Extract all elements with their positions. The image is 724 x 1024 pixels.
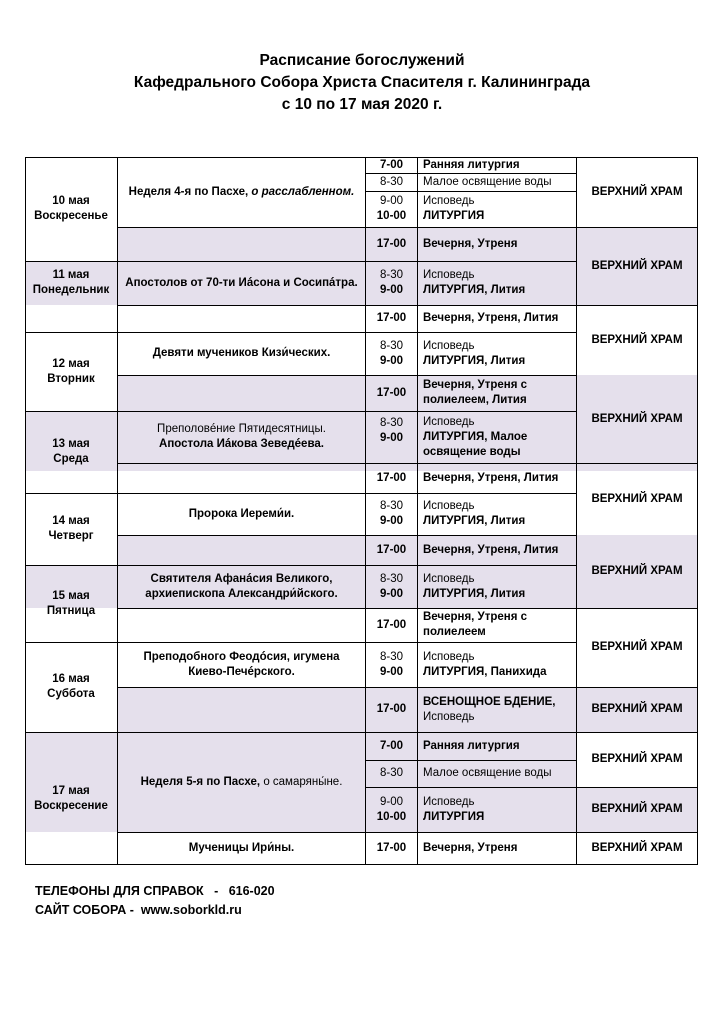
service-text: ВСЕНОЩНОЕ БДЕНИЕ, <box>423 695 556 708</box>
title-line-2: Кафедрального Собора Христа Спасителя г. Калининграда <box>133 74 591 91</box>
time-text: 9-00 <box>379 795 404 808</box>
time-text: 17-00 <box>376 543 407 556</box>
service-text: Исповедь <box>423 572 475 585</box>
day-cell <box>25 157 117 261</box>
time-cell <box>366 760 417 787</box>
time-cell <box>366 732 417 760</box>
feast-cell <box>118 493 365 535</box>
phone-line: ТЕЛЕФОНЫ ДЛЯ СПРАВОК - 616-020 <box>35 884 275 898</box>
service-text: Вечерня, Утреня <box>423 841 518 854</box>
time-text: 9-00 <box>379 515 404 527</box>
day-date: 12 мая <box>52 357 90 370</box>
site-line[interactable]: САЙТ СОБОРА - www.soborkld.ru <box>35 903 242 917</box>
place-text: ВЕРХНИЙ ХРАМ <box>591 185 683 198</box>
time-cell <box>366 535 417 565</box>
place-cell <box>577 463 697 535</box>
service-text: полиелеем, Лития <box>423 394 527 406</box>
service-text: Малое освящение воды <box>423 175 552 188</box>
place-cell <box>577 535 697 608</box>
service-cell <box>418 760 576 787</box>
time-text: 9-00 <box>379 587 404 600</box>
place-text: ВЕРХНИЙ ХРАМ <box>591 753 683 765</box>
service-text: Вечерня, Утреня, Лития <box>423 543 559 556</box>
day-cell <box>25 411 117 493</box>
service-text: Исповедь <box>423 795 475 808</box>
feast-text: Преподобного Феодóсия, игумена <box>143 650 340 663</box>
service-text: ЛИТУРГИЯ <box>423 210 485 222</box>
service-text: Исповедь <box>423 339 475 352</box>
place-cell <box>577 732 697 787</box>
day-weekday: Суббота <box>47 688 95 700</box>
place-text: ВЕРХНИЙ ХРАМ <box>591 703 683 715</box>
place-cell <box>577 305 697 375</box>
service-text: ЛИТУРГИЯ, Малое <box>423 430 528 443</box>
day-cell <box>25 642 117 732</box>
time-cell <box>366 832 417 864</box>
time-text: 8-30 <box>379 269 404 281</box>
time-cell <box>366 191 417 227</box>
place-text: ВЕРХНИЙ ХРАМ <box>591 641 683 653</box>
service-text: Вечерня, Утреня <box>423 237 518 250</box>
contacts-footer <box>35 882 275 920</box>
time-cell <box>366 332 417 375</box>
schedule-table <box>25 157 698 865</box>
feast-text-italic: о расслабленном. <box>251 185 355 198</box>
feast-text: о самаряны́не. <box>263 775 343 788</box>
title-line-3: с 10 по 17 мая 2020 г. <box>281 96 443 113</box>
schedule-title <box>0 50 724 116</box>
time-cell <box>366 411 417 451</box>
service-text: Вечерня, Утреня, Лития <box>423 471 559 484</box>
service-cell <box>418 305 576 332</box>
feast-text: Девяти мучеников Кизи́ческих. <box>152 347 331 359</box>
service-cell <box>418 227 576 261</box>
service-text: Исповедь <box>423 650 475 663</box>
time-text: 8-30 <box>379 572 404 585</box>
service-text: освящение воды <box>423 445 521 458</box>
service-text: ЛИТУРГИЯ <box>423 810 485 823</box>
shade <box>117 687 365 732</box>
time-text: 9-00 <box>379 432 404 444</box>
time-text: 7-00 <box>379 739 404 752</box>
time-text: 8-30 <box>379 500 404 512</box>
service-cell <box>418 565 576 608</box>
time-text: 17-00 <box>376 703 407 715</box>
time-text: 17-00 <box>376 312 407 324</box>
time-text: 9-00 <box>379 354 404 367</box>
feast-cell <box>118 411 365 463</box>
service-cell <box>418 375 576 411</box>
service-text: Вечерня, Утреня с <box>423 611 528 623</box>
feast-text: Киево-Печéрского. <box>188 665 295 678</box>
service-text: Исповедь <box>423 710 475 723</box>
shade <box>117 227 365 261</box>
time-cell <box>366 642 417 687</box>
place-cell <box>577 375 697 463</box>
feast-cell <box>118 832 365 864</box>
day-date: 14 мая <box>52 515 90 527</box>
service-text: Ранняя литургия <box>423 158 520 171</box>
place-text: ВЕРХНИЙ ХРАМ <box>591 565 683 577</box>
service-cell <box>418 787 576 832</box>
day-weekday: Четверг <box>48 530 94 542</box>
time-text: 8-30 <box>379 339 404 352</box>
time-cell <box>366 227 417 261</box>
day-cell <box>25 565 117 642</box>
service-text: Исповедь <box>423 195 475 207</box>
feast-text: Неделя 4-я по Пасхе, <box>128 185 252 198</box>
service-cell <box>418 191 576 227</box>
place-text: ВЕРХНИЙ ХРАМ <box>591 492 683 505</box>
day-cell <box>25 493 117 565</box>
service-text: полиелеем <box>423 626 486 638</box>
place-cell <box>577 227 697 305</box>
time-text: 9-00 <box>379 195 404 207</box>
day-date: 13 мая <box>52 438 90 450</box>
day-weekday: Воскресенье <box>34 210 108 222</box>
day-date: 17 мая <box>52 784 90 797</box>
service-cell <box>418 732 576 760</box>
day-cell <box>25 332 117 411</box>
service-text: ЛИТУРГИЯ, Лития <box>423 354 526 367</box>
service-text: Вечерня, Утреня, Лития <box>423 312 559 324</box>
time-text: 17-00 <box>376 237 407 250</box>
place-cell <box>577 787 697 832</box>
day-date: 11 мая <box>52 269 90 281</box>
time-text: 8-30 <box>379 767 404 779</box>
time-cell <box>366 375 417 411</box>
place-text: ВЕРХНИЙ ХРАМ <box>591 841 683 854</box>
feast-cell <box>118 642 365 687</box>
place-text: ВЕРХНИЙ ХРАМ <box>591 803 683 815</box>
place-cell <box>577 687 697 732</box>
time-cell <box>366 565 417 608</box>
time-text: 9-00 <box>379 665 404 678</box>
feast-cell <box>118 732 365 832</box>
feast-text: Святителя Афанáсия Великого, <box>150 572 333 585</box>
time-text: 8-30 <box>379 175 404 188</box>
day-weekday: Вторник <box>47 372 95 385</box>
time-text: 17-00 <box>376 386 407 399</box>
service-text: Исповедь <box>423 415 475 428</box>
service-cell <box>418 493 576 535</box>
time-cell <box>366 687 417 732</box>
time-text: 8-30 <box>379 650 404 663</box>
service-cell <box>418 642 576 687</box>
service-cell <box>418 411 576 463</box>
time-text: 9-00 <box>379 284 404 296</box>
service-cell <box>418 157 576 173</box>
feast-text: Апостола Иáкова Зеведéева. <box>159 438 324 450</box>
place-text: ВЕРХНИЙ ХРАМ <box>591 412 683 425</box>
feast-cell <box>118 157 365 227</box>
time-text: 17-00 <box>376 618 407 631</box>
service-text: ЛИТУРГИЯ, Лития <box>423 284 526 296</box>
service-cell <box>418 261 576 305</box>
service-cell <box>418 173 576 191</box>
service-text: Ранняя литургия <box>423 739 520 752</box>
time-cell <box>366 305 417 332</box>
day-cell <box>25 261 117 305</box>
feast-text: архиепископа Александри́йского. <box>145 587 338 600</box>
feast-cell <box>118 332 365 375</box>
service-text: ЛИТУРГИЯ, Лития <box>423 587 526 600</box>
service-text: ЛИТУРГИЯ, Лития <box>423 515 526 527</box>
day-weekday: Воскресение <box>34 799 108 812</box>
service-text: Вечерня, Утреня с <box>423 379 528 391</box>
time-text: 10-00 <box>376 210 407 222</box>
service-cell <box>418 332 576 375</box>
time-cell <box>366 173 417 191</box>
time-cell <box>366 787 417 832</box>
title-line-1: Расписание богослужений <box>259 52 465 69</box>
day-weekday: Понедельник <box>32 284 110 296</box>
place-cell <box>577 608 697 687</box>
time-text: 17-00 <box>376 471 407 484</box>
service-text: Исповедь <box>423 269 475 281</box>
time-cell <box>366 157 417 173</box>
day-date: 16 мая <box>52 673 90 685</box>
service-text: ЛИТУРГИЯ, Панихида <box>423 665 547 678</box>
time-cell <box>366 608 417 642</box>
time-text: 8-30 <box>379 417 404 429</box>
service-text: Исповедь <box>423 500 475 512</box>
feast-text: Неделя 5-я по Пасхе, <box>140 775 264 788</box>
service-cell <box>418 687 576 732</box>
time-cell <box>366 261 417 305</box>
feast-cell <box>118 261 365 305</box>
time-text: 7-00 <box>379 158 404 171</box>
time-text: 17-00 <box>376 841 407 854</box>
service-cell <box>418 463 576 493</box>
service-cell <box>418 535 576 565</box>
time-cell <box>366 463 417 493</box>
service-cell <box>418 832 576 864</box>
place-cell <box>577 832 697 864</box>
day-date: 10 мая <box>52 195 90 207</box>
service-text: Малое освящение воды <box>423 767 552 779</box>
day-weekday: Среда <box>53 453 89 465</box>
day-date: 15 мая <box>52 589 90 602</box>
place-text: ВЕРХНИЙ ХРАМ <box>591 333 683 346</box>
feast-text: Апостолов от 70-ти Иáсона и Сосипáтра. <box>125 276 358 289</box>
service-cell <box>418 608 576 642</box>
day-cell <box>25 732 117 865</box>
feast-text: Преполовéние Пятидесятницы. <box>157 423 326 435</box>
feast-cell <box>118 565 365 608</box>
time-text: 10-00 <box>376 810 407 823</box>
place-text: ВЕРХНИЙ ХРАМ <box>591 259 683 272</box>
day-weekday: Пятница <box>46 604 96 617</box>
time-cell <box>366 493 417 535</box>
feast-text: Пророка Иереми́и. <box>188 507 295 520</box>
feast-text: Мученицы Ири́ны. <box>188 841 295 854</box>
place-cell <box>577 157 697 227</box>
